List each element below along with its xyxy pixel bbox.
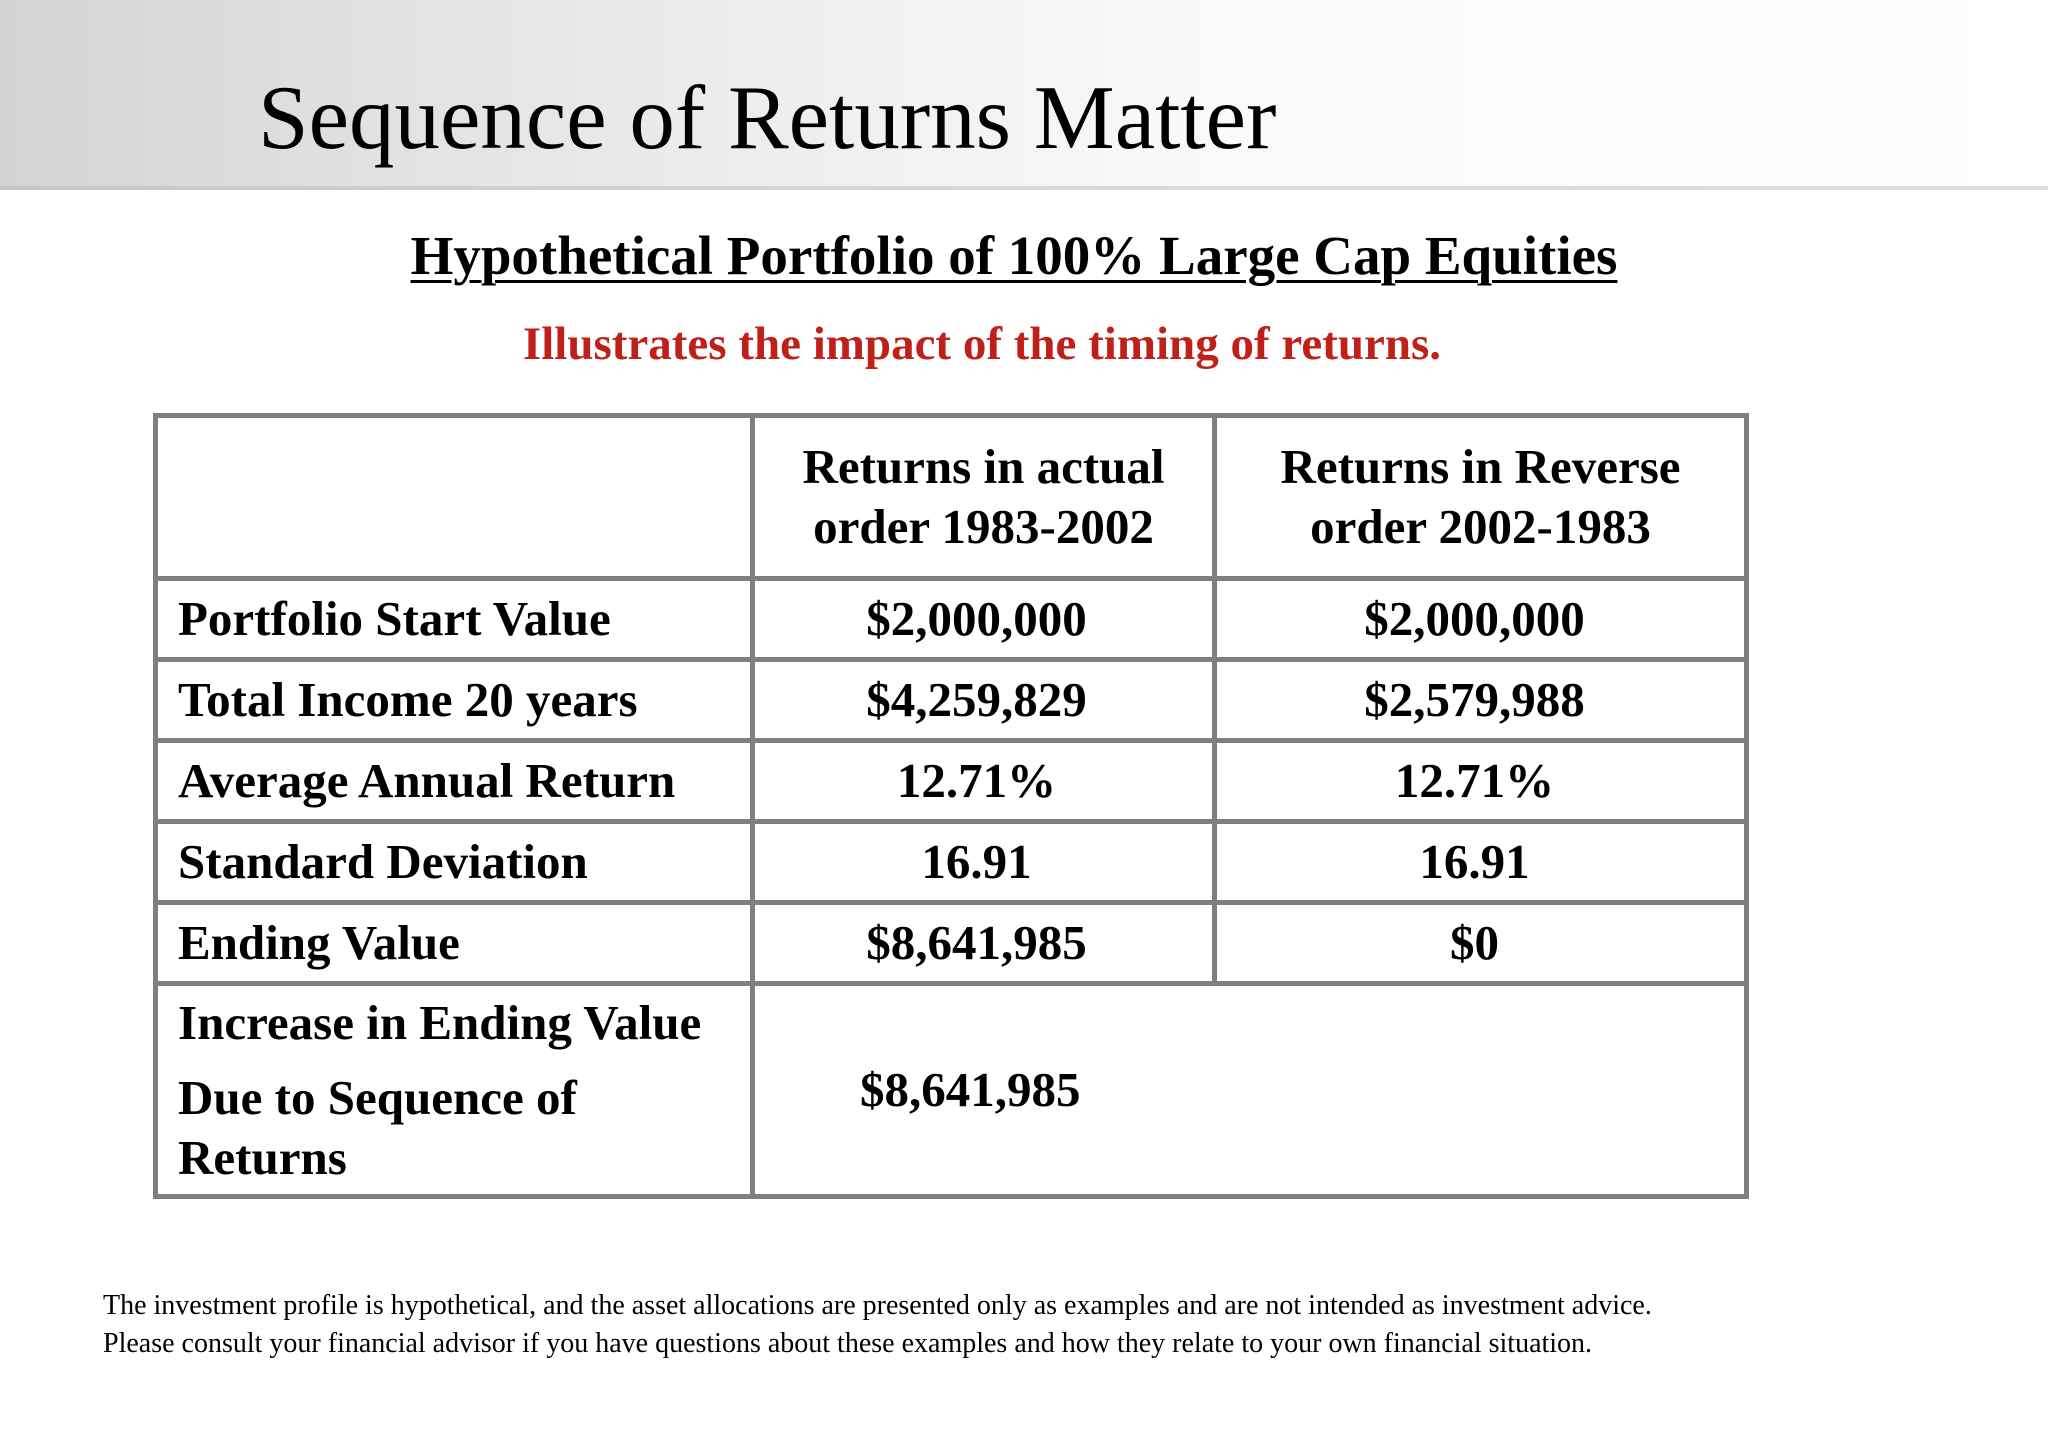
table-row-increase <box>156 984 1747 1197</box>
cell-reverse-value: 16.91 <box>1419 834 1530 889</box>
cell-reverse <box>1215 660 1747 741</box>
row-label-ending-value: Ending Value <box>156 903 753 984</box>
tagline <box>0 316 2048 372</box>
cell-reverse-value: 12.71% <box>1394 753 1555 808</box>
tagline-text: Illustrates the impact of the timing of returns. <box>522 318 1442 370</box>
row-label-start-value: Portfolio Start Value <box>156 579 753 660</box>
header-actual-order <box>753 416 1215 579</box>
header-actual-line2: order 1983-2002 <box>813 499 1154 554</box>
header-actual-line1: Returns in actual <box>802 439 1165 494</box>
cell-reverse-value: $2,000,000 <box>1364 591 1585 646</box>
table-row <box>156 660 1747 741</box>
increase-label-line3: Returns <box>178 1129 347 1185</box>
header-empty-cell <box>156 416 753 579</box>
table-row <box>156 822 1747 903</box>
cell-actual-value: 16.91 <box>921 834 1032 889</box>
returns-comparison-table <box>153 413 1749 1199</box>
cell-actual <box>753 903 1215 984</box>
table-row <box>156 579 1747 660</box>
cell-actual <box>753 822 1215 903</box>
cell-reverse <box>1215 903 1747 984</box>
increase-label-line2: Due to Sequence of <box>178 1069 577 1125</box>
cell-actual-value: $2,000,000 <box>866 591 1087 646</box>
row-label-std-deviation: Standard Deviation <box>156 822 753 903</box>
cell-actual-value: $8,641,985 <box>866 915 1087 970</box>
subtitle <box>0 224 2048 288</box>
cell-reverse <box>1215 822 1747 903</box>
row-label-average-return: Average Annual Return <box>156 741 753 822</box>
row-label-total-income: Total Income 20 years <box>156 660 753 741</box>
disclaimer <box>103 1287 1652 1363</box>
cell-actual <box>753 741 1215 822</box>
header-reverse-line2: order 2002-1983 <box>1310 499 1651 554</box>
cell-reverse-value: $2,579,988 <box>1364 672 1585 727</box>
cell-actual-value: $4,259,829 <box>866 672 1087 727</box>
table-row <box>156 741 1747 822</box>
title-divider <box>0 186 2048 190</box>
table-header-row <box>156 416 1747 579</box>
cell-actual <box>753 660 1215 741</box>
cell-reverse-value: $0 <box>1450 915 1499 970</box>
page-title: Sequence of Returns Matter <box>258 67 1277 168</box>
cell-reverse <box>1215 741 1747 822</box>
cell-actual <box>753 579 1215 660</box>
disclaimer-line2: Please consult your financial advisor if you have questions about these examples and how they relate to your own financial situation. <box>103 1328 1593 1359</box>
header-reverse-order <box>1215 416 1747 579</box>
cell-reverse <box>1215 579 1747 660</box>
row-label-increase <box>156 984 753 1197</box>
table-row <box>156 903 1747 984</box>
header-reverse-line1: Returns in Reverse <box>1280 439 1681 494</box>
cell-actual-value: 12.71% <box>896 753 1057 808</box>
cell-increase-value: $8,641,985 <box>753 984 1747 1197</box>
disclaimer-line1: The investment profile is hypothetical, and the asset allocations are presented only as examples and are not intended as investment advice. <box>103 1290 1652 1321</box>
subtitle-text: Hypothetical Portfolio of 100% Large Cap Equities <box>410 225 1618 286</box>
increase-label-line1: Increase in Ending Value <box>178 994 702 1050</box>
